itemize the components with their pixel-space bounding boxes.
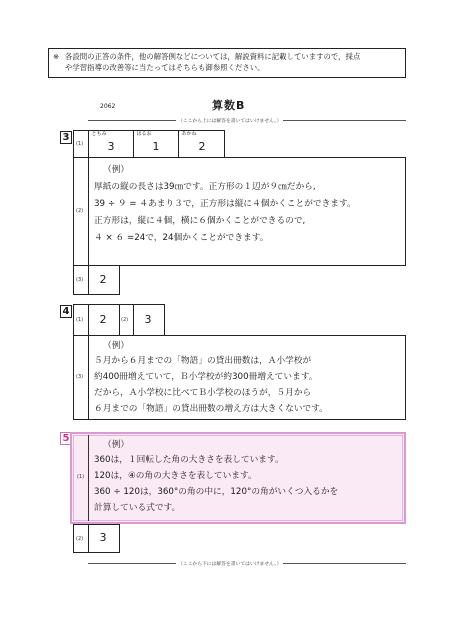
q5-line-2: 120は，④の角の大きさを表しています。 [94, 471, 257, 481]
notice-box [48, 48, 406, 78]
q5-sub2-label: (2) [76, 536, 84, 542]
notice-line-2: や学習指導の改善等に当たってはそちらも御参照ください。 [65, 63, 265, 72]
q3-sub1-label: (1) [76, 141, 84, 147]
q3-sub3-label: (3) [76, 277, 84, 283]
q3-line-3: 正方形は，縦に４個，横に６個かくことができるので, [94, 216, 306, 226]
q3-answer-haruo: 1 [152, 140, 160, 153]
top-guide-text: （ここから上には解答を書いてはいけません。） [178, 119, 282, 124]
q4-line-2: 約400冊増えていて，Ｂ小学校が約300冊増えています。 [94, 372, 318, 382]
q3-line-2: 39 ÷ ９ = ４あまり３で，正方形は縦に４個かくことができます。 [94, 199, 356, 209]
q4-line-3: だから，Ａ小学校に比べてＢ小学校のほうが，５月から [94, 388, 312, 398]
q5-sub2-answer: 3 [99, 531, 107, 544]
page-title: 算数B [212, 99, 246, 112]
q3-name-akane: あかね [181, 131, 197, 137]
question-4-number: 4 [60, 305, 72, 318]
question-5-number: 5 [60, 432, 72, 445]
q5-line-4: 計算している式です。 [94, 503, 181, 513]
q5-line-3: 360 ÷ 120は，360°の角の中に，120°の角がいくつ入るかを [94, 487, 339, 497]
form-code: 2062 [100, 103, 116, 110]
q3-name-tomomi: ともみ [91, 131, 107, 137]
q3-example-label: （例） [103, 165, 130, 175]
q4-line-1: ５月から６月までの「物語」の貸出冊数は，Ａ小学校が [94, 356, 312, 366]
q5-sub1-label: (1) [77, 474, 85, 480]
q3-answer-tomomi: 3 [107, 140, 115, 153]
q4-sub2-label: (2) [121, 317, 129, 323]
q4-example-label: （例） [103, 341, 130, 351]
q5-example-label: （例） [103, 440, 130, 450]
notice-mark: ※ [53, 52, 60, 61]
q3-answer-akane: 2 [198, 140, 206, 153]
q3-line-4: ４ × ６ =24で，24個かくことができます。 [94, 233, 269, 243]
q5-line-1: 360は，１回転した角の大きさを表しています。 [94, 455, 284, 465]
q3-sub2-label: (2) [76, 208, 84, 214]
q3-line-1: 厚紙の縦の長さは39㎝です。正方形の１辺が９㎝だから, [94, 182, 316, 192]
q4-sub1-label: (1) [76, 317, 84, 323]
bottom-guide-text: （ここから下には解答を書いてはいけません。） [178, 562, 282, 567]
q3-name-haruo: はるお [136, 131, 152, 137]
q4-sub3-label: (3) [76, 374, 84, 380]
question-3-number: 3 [60, 131, 72, 144]
q4-sub1-answer: 2 [99, 313, 107, 326]
q3-sub3-answer: 2 [99, 273, 107, 286]
notice-line-1: 各設問の正答の条件，他の解答例などについては，解説資料に記載していますので，採点 [65, 52, 361, 61]
q4-line-4: ６月までの「物語」の貸出冊数の増え方は大きくないです。 [94, 404, 328, 414]
q4-sub2-answer: 3 [144, 313, 152, 326]
